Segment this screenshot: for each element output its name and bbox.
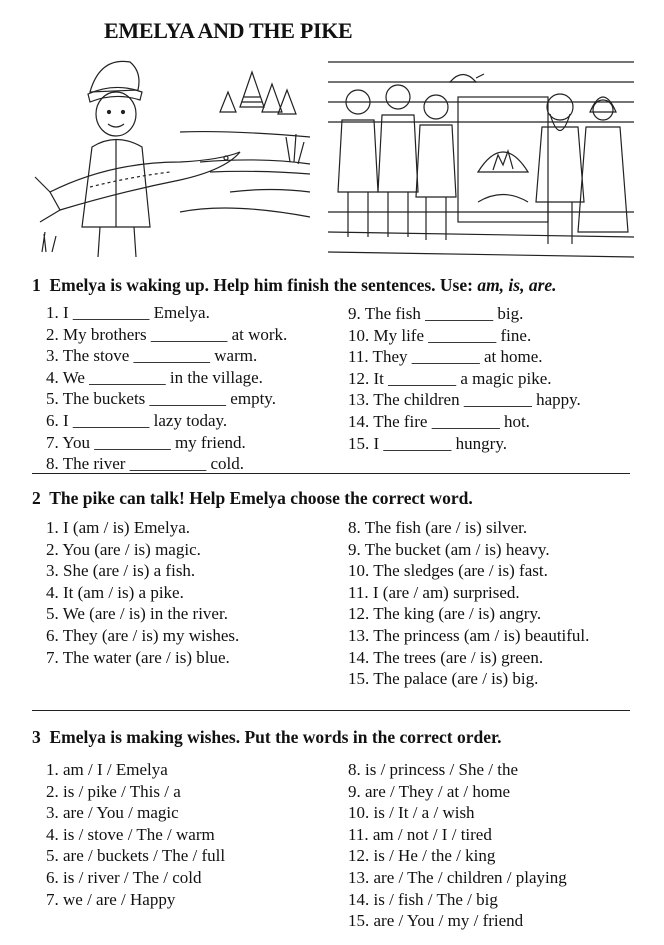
task2-number: 2 <box>32 488 41 508</box>
task1-heading <box>32 275 557 296</box>
task1-left-column <box>46 302 287 475</box>
task2-item: 7. The water (are / is) blue. <box>46 647 230 667</box>
task1-item: 2. My brothers _________ at work. <box>46 324 288 344</box>
task2-item: 5. We (are / is) in the river. <box>46 604 228 624</box>
task3-item: 11. am / not / I / tired <box>348 824 492 844</box>
task3-item: 6. is / river / The / cold <box>46 867 202 887</box>
task3-item: 14. is / fish / The / big <box>348 889 498 909</box>
task3-item: 1. am / I / Emelya <box>46 760 168 779</box>
task2-item: 13. The princess (am / is) beautiful. <box>348 625 590 645</box>
task1-item: 4. We _________ in the village. <box>46 367 263 387</box>
task3-item: 8. is / princess / She / the <box>348 760 518 779</box>
task3-instruction: Emelya is making wishes. Put the words in the correct order. <box>49 727 502 747</box>
task1-item: 9. The fish ________ big. <box>348 304 524 323</box>
section-divider <box>32 473 630 474</box>
task1-item: 11. They ________ at home. <box>348 347 543 367</box>
task2-right-column <box>348 517 589 690</box>
task1-item: 5. The buckets _________ empty. <box>46 389 276 409</box>
task2-item: 9. The bucket (am / is) heavy. <box>348 539 550 559</box>
task3-item: 13. are / The / children / playing <box>348 867 567 887</box>
task2-item: 2. You (are / is) magic. <box>46 539 201 559</box>
task3-item: 5. are / buckets / The / full <box>46 846 226 866</box>
task2-item: 10. The sledges (are / is) fast. <box>348 561 548 581</box>
task1-item: 13. The children ________ happy. <box>348 390 581 410</box>
task1-item: 6. I _________ lazy today. <box>46 410 228 430</box>
task2-item: 15. The palace (are / is) big. <box>348 669 539 689</box>
task3-item: 9. are / They / at / home <box>348 781 511 801</box>
task3-item: 15. are / You / my / friend <box>348 911 524 931</box>
task2-item: 8. The fish (are / is) silver. <box>348 518 528 537</box>
task3-item: 4. is / stove / The / warm <box>46 824 215 844</box>
task2-item: 1. I (am / is) Emelya. <box>46 518 190 537</box>
task1-item: 14. The fire ________ hot. <box>348 411 530 431</box>
task2-item: 3. She (are / is) a fish. <box>46 561 196 581</box>
task2-item: 12. The king (are / is) angry. <box>348 604 542 624</box>
page-title: EMELYA AND THE PIKE <box>104 18 353 43</box>
emelya-with-pike-illustration <box>30 52 312 262</box>
task3-item: 12. is / He / the / king <box>348 846 496 866</box>
task1-item: 12. It ________ a magic pike. <box>348 368 552 388</box>
task3-number: 3 <box>32 727 41 747</box>
family-by-stove-illustration <box>328 52 634 262</box>
task2-item: 14. The trees (are / is) green. <box>348 647 544 667</box>
task3-right-column <box>348 759 567 932</box>
task1-words: am, is, are. <box>477 275 557 295</box>
task3-item: 10. is / It / a / wish <box>348 803 475 823</box>
task3-item: 2. is / pike / This / a <box>46 781 181 801</box>
task1-item: 1. I _________ Emelya. <box>46 303 210 322</box>
task3-item: 3. are / You / magic <box>46 803 179 823</box>
task3-left-column <box>46 759 225 910</box>
task1-number: 1 <box>32 275 41 295</box>
task1-item: 3. The stove _________ warm. <box>46 346 258 366</box>
task2-item: 11. I (are / am) surprised. <box>348 582 520 602</box>
task2-heading <box>32 488 473 509</box>
task2-left-column <box>46 517 239 668</box>
task1-instruction: Emelya is waking up. Help him finish the sentences. Use: <box>49 275 473 295</box>
section-divider <box>32 710 630 711</box>
task3-heading <box>32 727 502 748</box>
task1-item: 8. The river _________ cold. <box>46 454 244 474</box>
task1-right-column <box>348 303 581 454</box>
task1-item: 10. My life ________ fine. <box>348 325 532 345</box>
task1-item: 15. I ________ hungry. <box>348 433 507 453</box>
task2-item: 4. It (am / is) a pike. <box>46 582 184 602</box>
task2-instruction: The pike can talk! Help Emelya choose the correct word. <box>49 488 473 508</box>
task3-item: 7. we / are / Happy <box>46 889 176 909</box>
task1-item: 7. You _________ my friend. <box>46 432 246 452</box>
task2-item: 6. They (are / is) my wishes. <box>46 625 240 645</box>
